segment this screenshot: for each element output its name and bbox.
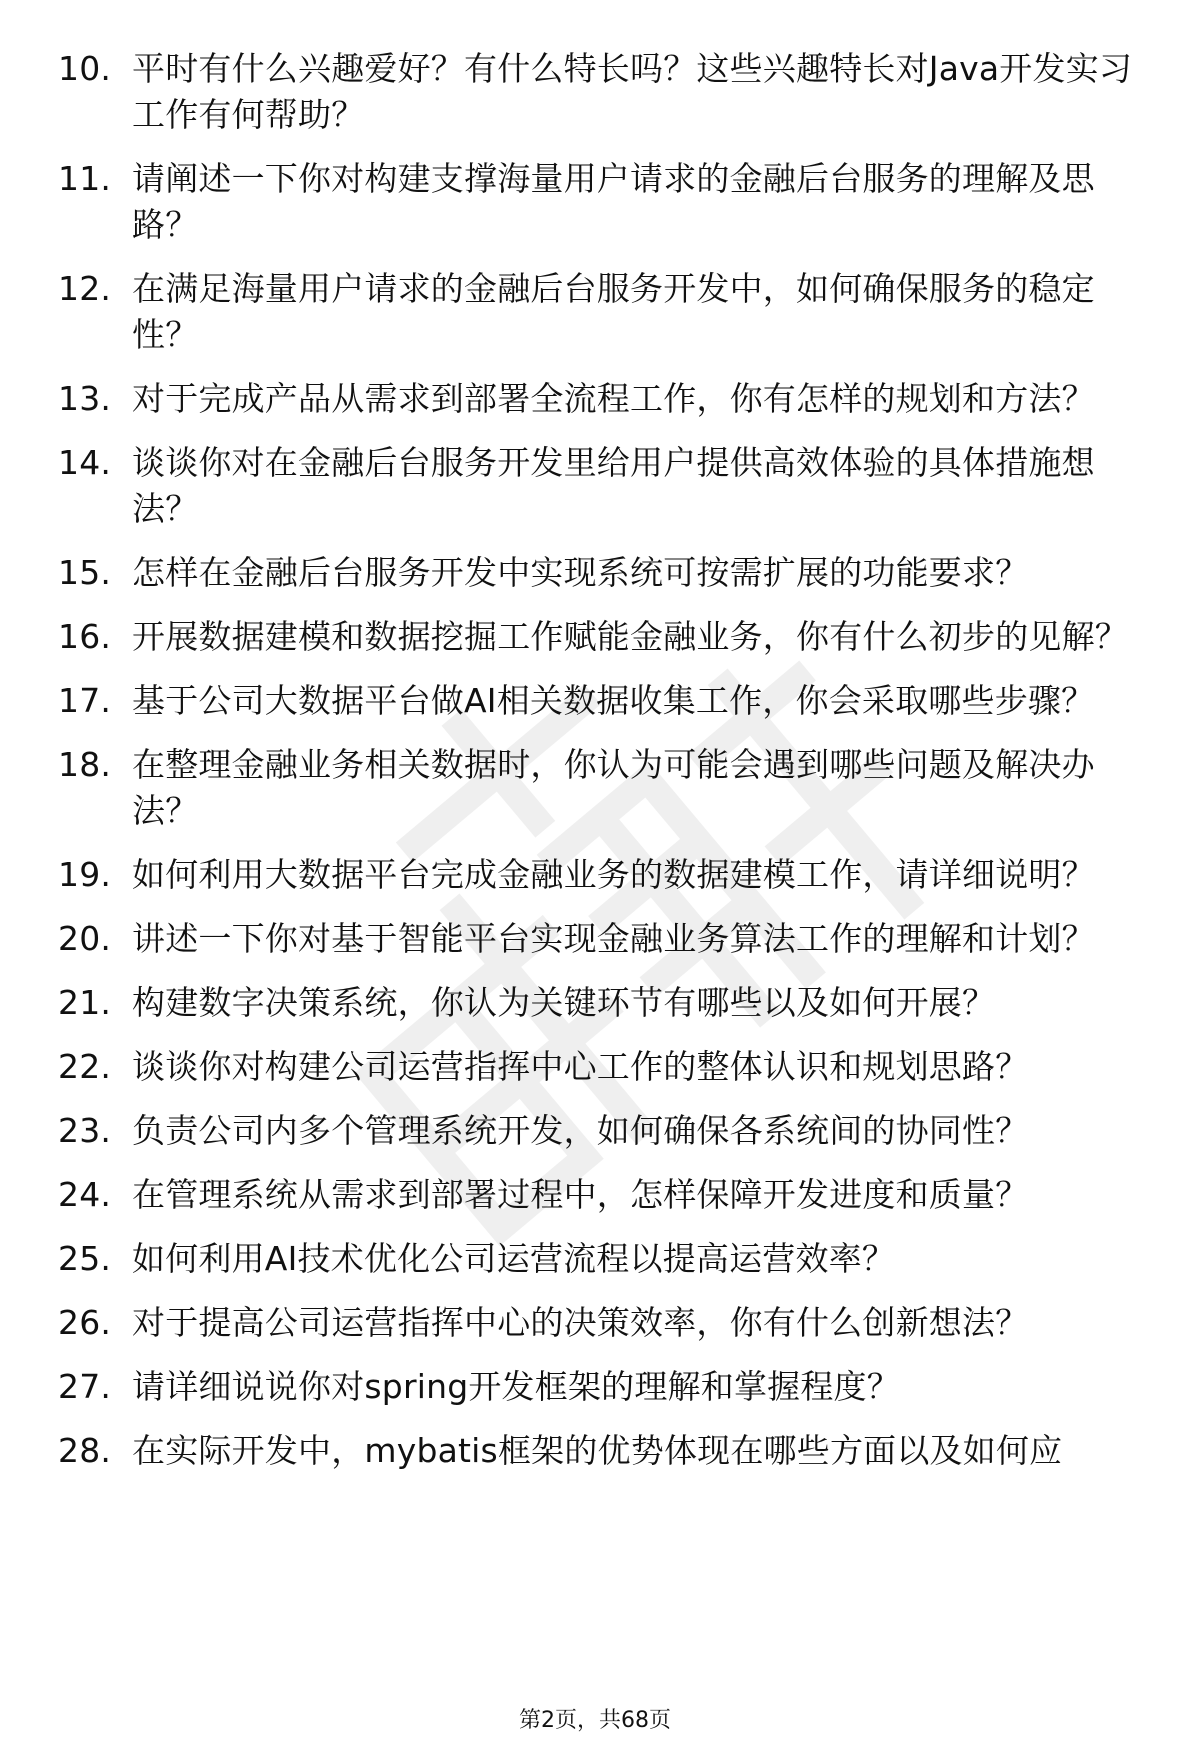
question-item: [0, 916, 1190, 962]
question-number: 12.: [58, 269, 112, 308]
question-item: [0, 614, 1190, 660]
question-number: 26.: [58, 1303, 112, 1342]
question-text: 构建数字决策系统，你认为关键环节有哪些以及如何开展？: [132, 983, 996, 1022]
question-item: [0, 266, 1190, 358]
question-item: [0, 980, 1190, 1026]
question-number: 22.: [58, 1047, 112, 1086]
question-number: 21.: [58, 983, 112, 1022]
question-item: [0, 440, 1190, 532]
question-number: 17.: [58, 681, 112, 720]
question-number: 16.: [58, 617, 112, 656]
question-item: [0, 1300, 1190, 1346]
question-text: 对于完成产品从需求到部署全流程工作，你有怎样的规划和方法？: [132, 379, 1095, 418]
question-text: 谈谈你对构建公司运营指挥中心工作的整体认识和规划思路？: [132, 1047, 1029, 1086]
question-text: 请阐述一下你对构建支撑海量用户请求的金融后台服务的理解及思路？: [132, 159, 1095, 244]
question-text: 怎样在金融后台服务开发中实现系统可按需扩展的功能要求？: [132, 553, 1029, 592]
question-number: 24.: [58, 1175, 112, 1214]
question-text: 在实际开发中，mybatis框架的优势体现在哪些方面以及如何应: [132, 1431, 1063, 1470]
question-text: 在整理金融业务相关数据时，你认为可能会遇到哪些问题及解决办法？: [132, 745, 1095, 830]
question-number: 15.: [58, 553, 112, 592]
question-item: [0, 678, 1190, 724]
question-list: [0, 46, 1190, 1492]
question-item: [0, 852, 1190, 898]
question-text: 如何利用大数据平台完成金融业务的数据建模工作，请详细说明？: [132, 855, 1095, 894]
question-number: 18.: [58, 745, 112, 784]
question-item: [0, 1428, 1190, 1474]
question-text: 请详细说说你对spring开发框架的理解和掌握程度？: [132, 1367, 900, 1406]
question-number: 14.: [58, 443, 112, 482]
question-number: 13.: [58, 379, 112, 418]
question-item: [0, 550, 1190, 596]
question-number: 19.: [58, 855, 112, 894]
question-number: 25.: [58, 1239, 112, 1278]
question-number: 20.: [58, 919, 112, 958]
question-item: [0, 742, 1190, 834]
question-text: 在管理系统从需求到部署过程中，怎样保障开发进度和质量？: [132, 1175, 1029, 1214]
question-item: [0, 376, 1190, 422]
question-item: [0, 156, 1190, 248]
question-text: 基于公司大数据平台做AI相关数据收集工作，你会采取哪些步骤？: [132, 681, 1095, 720]
question-item: [0, 1044, 1190, 1090]
question-item: [0, 1236, 1190, 1282]
question-item: [0, 1364, 1190, 1410]
question-number: 10.: [58, 49, 112, 88]
question-text: 如何利用AI技术优化公司运营流程以提高运营效率？: [132, 1239, 896, 1278]
question-text: 开展数据建模和数据挖掘工作赋能金融业务，你有什么初步的见解？: [132, 617, 1128, 656]
question-text: 对于提高公司运营指挥中心的决策效率，你有什么创新想法？: [132, 1303, 1029, 1342]
question-text: 在满足海量用户请求的金融后台服务开发中，如何确保服务的稳定性？: [132, 269, 1095, 354]
question-item: [0, 1172, 1190, 1218]
question-item: [0, 1108, 1190, 1154]
question-item: [0, 46, 1190, 138]
question-text: 平时有什么兴趣爱好？有什么特长吗？这些兴趣特长对Java开发实习工作有何帮助？: [132, 49, 1133, 134]
question-number: 28.: [58, 1431, 112, 1470]
question-text: 讲述一下你对基于智能平台实现金融业务算法工作的理解和计划？: [132, 919, 1095, 958]
question-number: 23.: [58, 1111, 112, 1150]
question-text: 负责公司内多个管理系统开发，如何确保各系统间的协同性？: [132, 1111, 1029, 1150]
question-number: 27.: [58, 1367, 112, 1406]
question-text: 谈谈你对在金融后台服务开发里给用户提供高效体验的具体措施想法？: [132, 443, 1095, 528]
page-number-footer: 第2页，共68页: [519, 1708, 671, 1733]
question-number: 11.: [58, 159, 112, 198]
